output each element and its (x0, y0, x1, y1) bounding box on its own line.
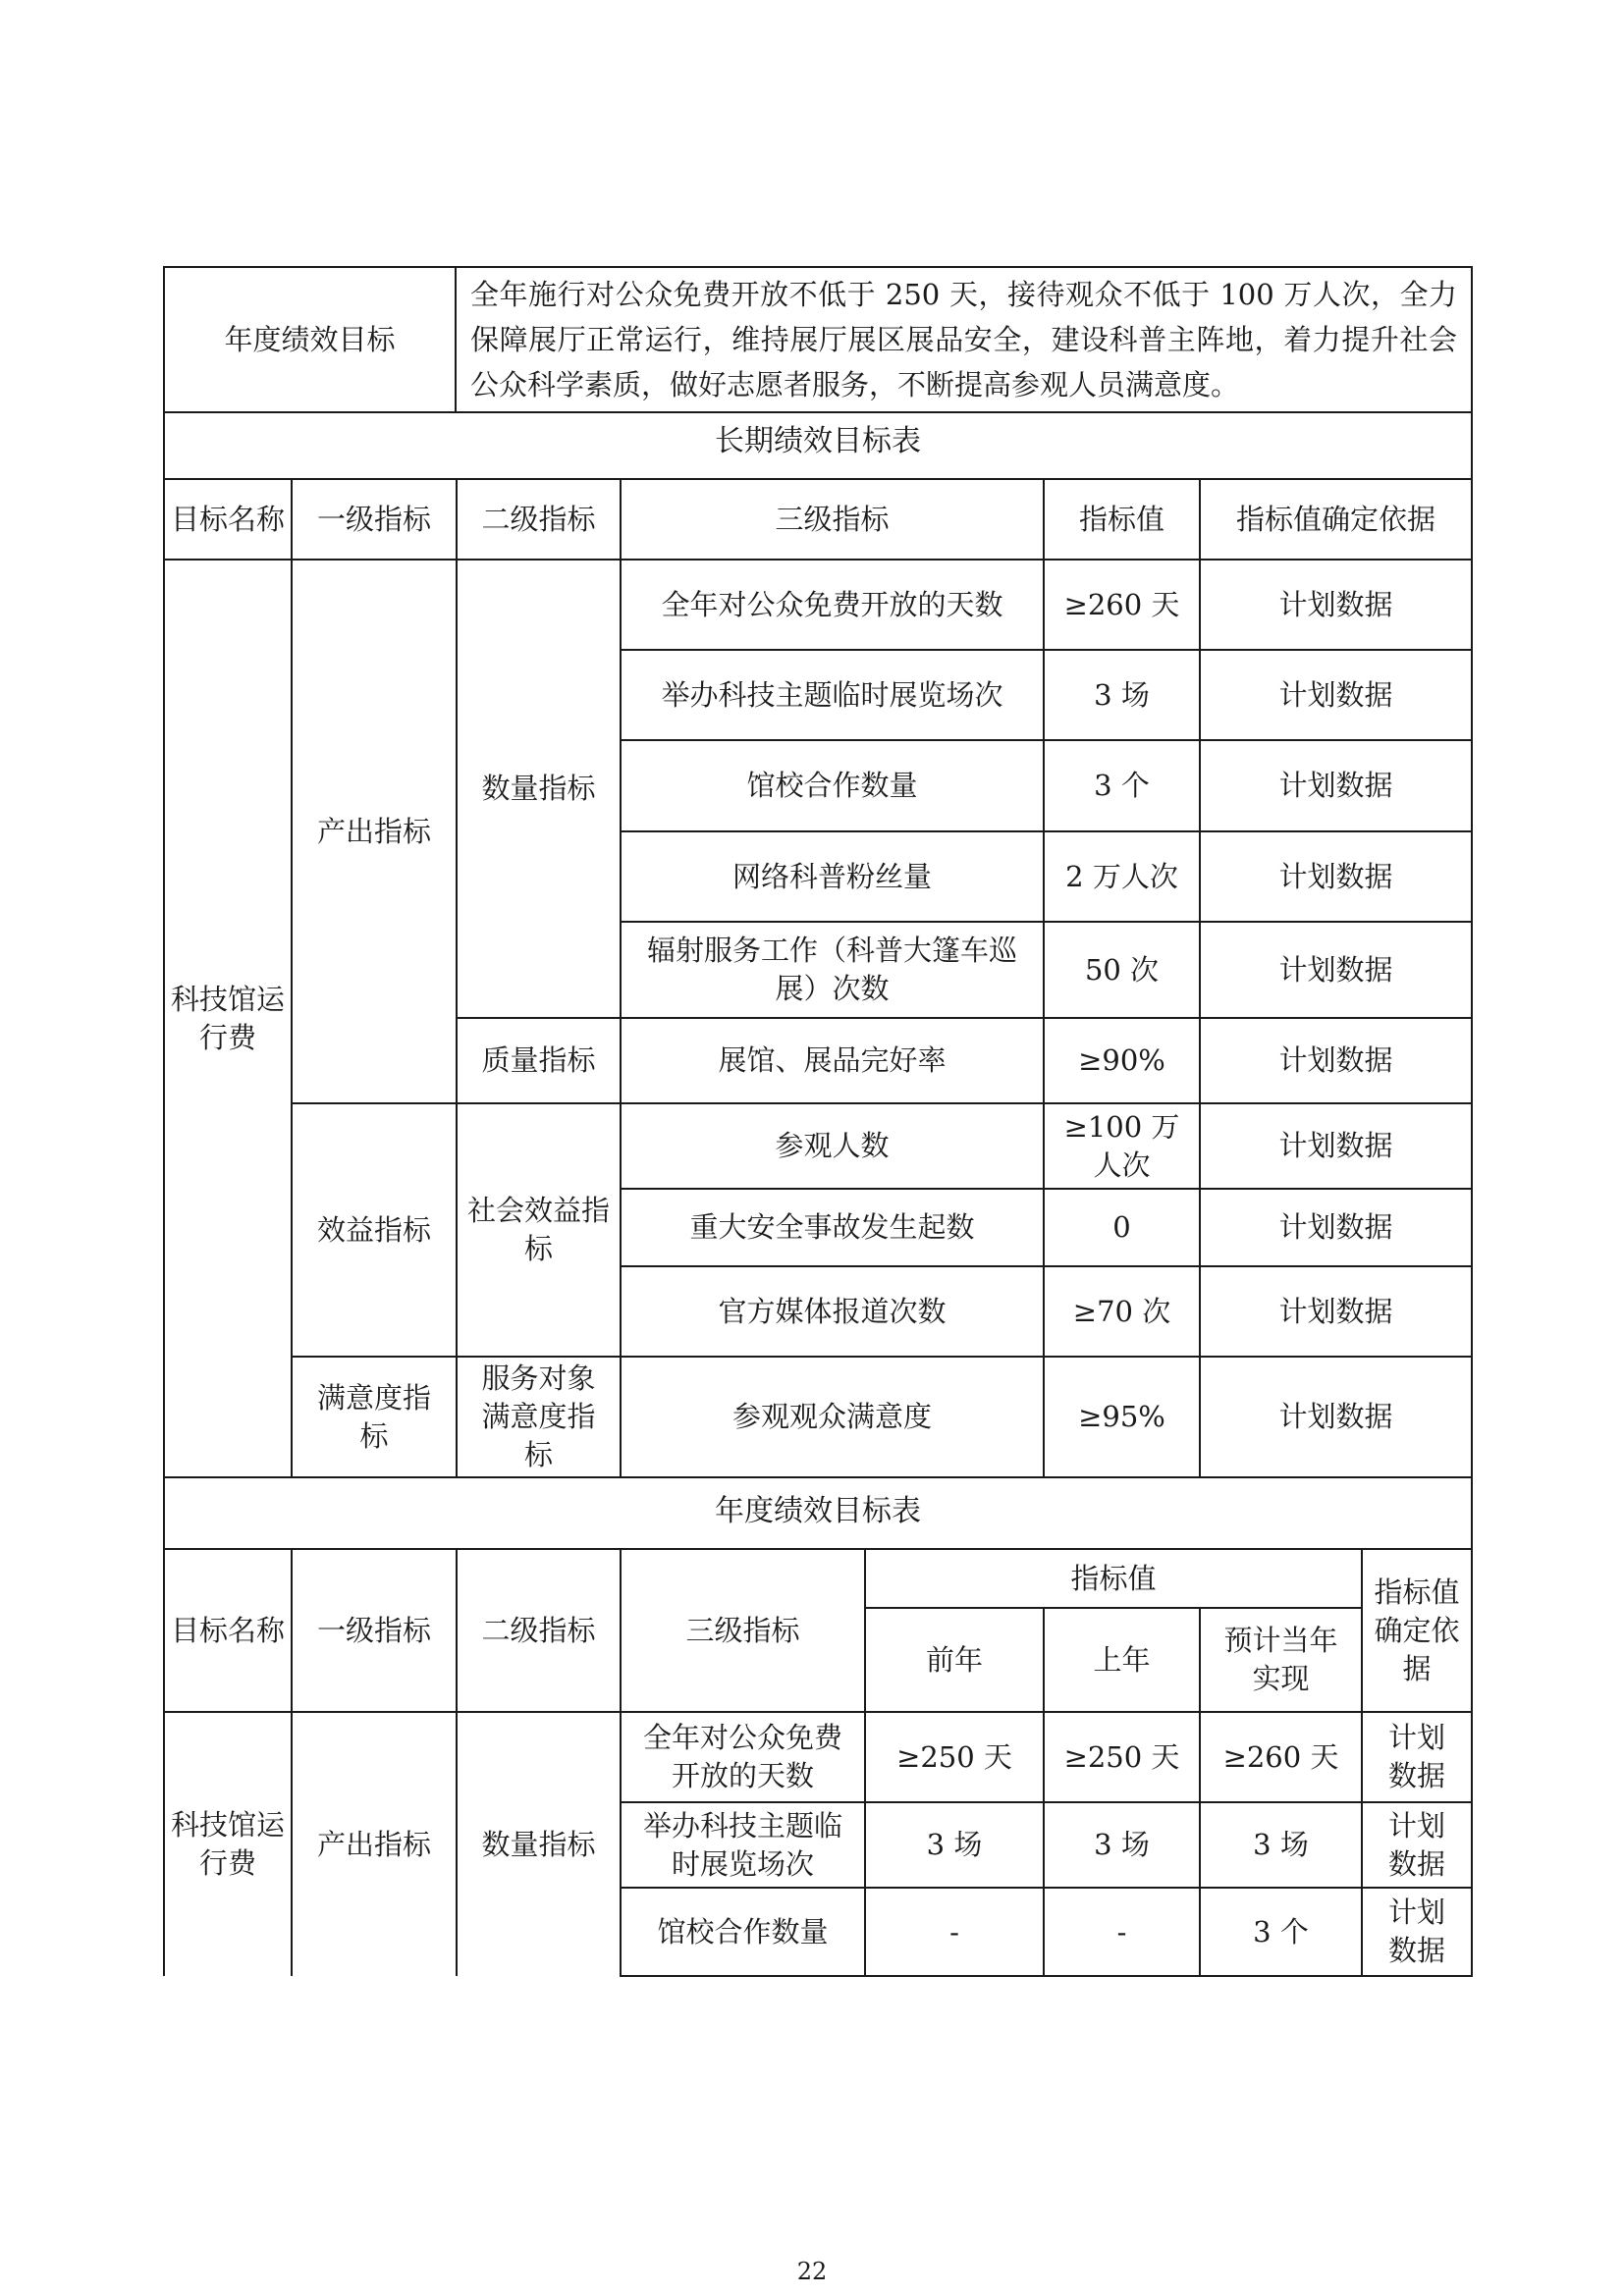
prev-value-cell: ≥250 天 (865, 1712, 1044, 1802)
annual-goal-table (163, 266, 1473, 413)
value-cell: 3 个 (1044, 740, 1200, 831)
current-value-cell: ≥260 天 (1200, 1712, 1362, 1802)
header-prev-year: 前年 (865, 1608, 1044, 1712)
indicator-cell: 重大安全事故发生起数 (621, 1189, 1044, 1266)
value-cell: 50 次 (1044, 922, 1200, 1018)
value-cell: 0 (1044, 1189, 1200, 1266)
last-value-cell: - (1044, 1888, 1200, 1976)
value-cell: ≥260 天 (1044, 560, 1200, 650)
table-row (164, 560, 1472, 650)
header-value: 指标值 (865, 1549, 1362, 1608)
header-level3: 三级指标 (621, 479, 1044, 560)
basis-cell: 计划数据 (1200, 922, 1472, 1018)
table-row (164, 1712, 1472, 1802)
prev-value-cell: 3 场 (865, 1802, 1044, 1888)
level2-cell: 数量指标 (457, 1712, 621, 1976)
value-cell: 2 万人次 (1044, 831, 1200, 922)
value-cell: ≥90% (1044, 1018, 1200, 1103)
current-value-cell: 3 个 (1200, 1888, 1362, 1976)
long-term-goal-table (163, 404, 1473, 1478)
header-value: 指标值 (1044, 479, 1200, 560)
current-value-cell: 3 场 (1200, 1802, 1362, 1888)
header-basis: 指标值确定依据 (1362, 1549, 1472, 1712)
basis-cell: 计划数据 (1200, 740, 1472, 831)
basis-cell: 计划数据 (1200, 1266, 1472, 1357)
basis-cell: 计划数据 (1362, 1712, 1472, 1802)
indicator-cell: 举办科技主题临时展览场次 (621, 650, 1044, 740)
indicator-cell: 辐射服务工作（科普大篷车巡展）次数 (621, 922, 1044, 1018)
page-number: 22 (796, 2258, 828, 2285)
indicator-cell: 参观观众满意度 (621, 1357, 1044, 1477)
indicator-cell: 网络科普粉丝量 (621, 831, 1044, 922)
level2-quality-cell: 质量指标 (457, 1018, 621, 1103)
basis-cell: 计划数据 (1362, 1802, 1472, 1888)
table-row (164, 1357, 1472, 1477)
indicator-cell: 馆校合作数量 (621, 1888, 865, 1976)
basis-cell: 计划数据 (1200, 1357, 1472, 1477)
value-cell: ≥95% (1044, 1357, 1200, 1477)
header-level1: 一级指标 (292, 479, 457, 560)
header-basis: 指标值确定依据 (1200, 479, 1472, 560)
indicator-cell: 展馆、展品完好率 (621, 1018, 1044, 1103)
annual-title: 年度绩效目标表 (164, 1473, 1472, 1549)
level2-quantity-cell: 数量指标 (457, 560, 621, 1018)
header-target-name: 目标名称 (164, 479, 292, 560)
basis-cell: 计划数据 (1362, 1888, 1472, 1976)
basis-cell: 计划数据 (1200, 1189, 1472, 1266)
prev-value-cell: - (865, 1888, 1044, 1976)
last-value-cell: ≥250 天 (1044, 1712, 1200, 1802)
indicator-cell: 全年对公众免费开放的天数 (621, 1712, 865, 1802)
indicator-cell: 全年对公众免费开放的天数 (621, 560, 1044, 650)
last-value-cell: 3 场 (1044, 1802, 1200, 1888)
value-cell: ≥100 万人次 (1044, 1103, 1200, 1189)
header-level1: 一级指标 (292, 1549, 457, 1712)
level1-output-cell: 产出指标 (292, 560, 457, 1103)
header-last-year: 上年 (1044, 1608, 1200, 1712)
basis-cell: 计划数据 (1200, 650, 1472, 740)
level1-benefit-cell: 效益指标 (292, 1103, 457, 1357)
indicator-cell: 馆校合作数量 (621, 740, 1044, 831)
basis-cell: 计划数据 (1200, 831, 1472, 922)
indicator-cell: 举办科技主题临时展览场次 (621, 1802, 865, 1888)
header-level2: 二级指标 (457, 479, 621, 560)
table-row (164, 1103, 1472, 1189)
value-cell: 3 场 (1044, 650, 1200, 740)
target-name-cell: 科技馆运行费 (164, 1712, 292, 1976)
header-target-name: 目标名称 (164, 1549, 292, 1712)
header-level2: 二级指标 (457, 1549, 621, 1712)
level2-service-cell: 服务对象满意度指标 (457, 1357, 621, 1477)
level1-cell: 产出指标 (292, 1712, 457, 1976)
basis-cell: 计划数据 (1200, 560, 1472, 650)
annual-goal-table-detail (163, 1473, 1473, 1977)
indicator-cell: 官方媒体报道次数 (621, 1266, 1044, 1357)
level2-social-cell: 社会效益指标 (457, 1103, 621, 1357)
target-name-cell: 科技馆运行费 (164, 560, 292, 1477)
header-level3: 三级指标 (621, 1549, 865, 1712)
long-term-title: 长期绩效目标表 (164, 404, 1472, 479)
indicator-cell: 参观人数 (621, 1103, 1044, 1189)
annual-goal-text: 全年施行对公众免费开放不低于 250 天，接待观众不低于 100 万人次，全力保障展厅正常运行，维持展厅展区展品安全，建设科普主阵地，着力提升社会公众科学素质，做好志愿者服务，不断提高参观人员满意度。 (456, 267, 1472, 412)
annual-goal-label: 年度绩效目标 (164, 267, 456, 412)
value-cell: ≥70 次 (1044, 1266, 1200, 1357)
header-this-year: 预计当年实现 (1200, 1608, 1362, 1712)
level1-satisfaction-cell: 满意度指标 (292, 1357, 457, 1477)
basis-cell: 计划数据 (1200, 1018, 1472, 1103)
basis-cell: 计划数据 (1200, 1103, 1472, 1189)
